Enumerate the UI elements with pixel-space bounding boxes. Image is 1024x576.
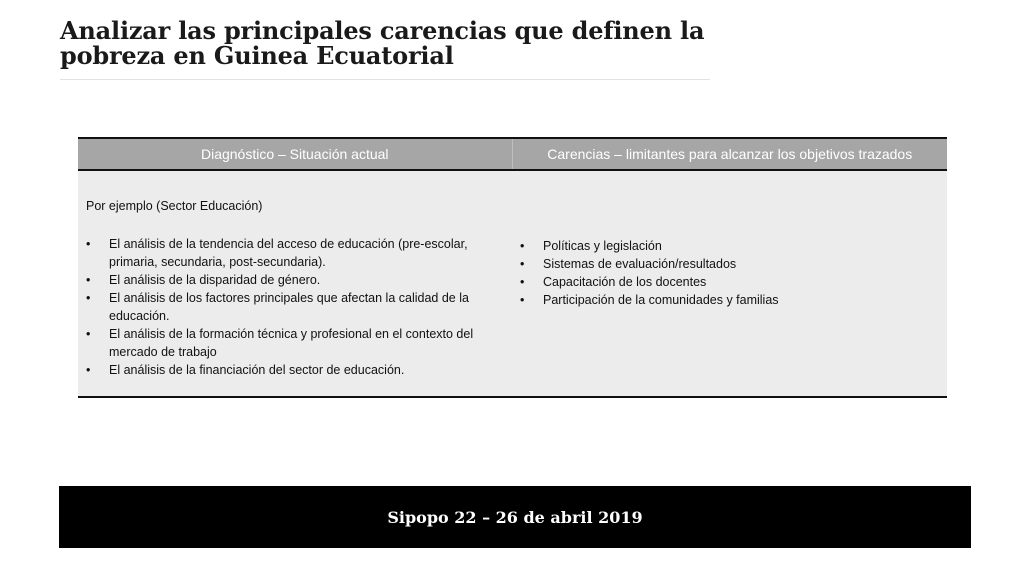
list-item <box>520 255 935 273</box>
analysis-table <box>78 137 947 398</box>
bullet-icon: • <box>520 239 525 253</box>
list-item-text: El análisis de la formación técnica y profesional en el contexto del mercado de trabajo <box>109 327 474 359</box>
bullet-icon: • <box>86 273 91 287</box>
list-item <box>520 291 935 309</box>
list-item-text: Sistemas de evaluación/resultados <box>543 257 737 271</box>
list-item-text: Capacitación de los docentes <box>543 275 707 289</box>
list-item <box>86 271 500 289</box>
bullet-icon: • <box>86 291 91 305</box>
list-item <box>86 289 500 325</box>
bullet-icon: • <box>86 327 91 341</box>
bullet-icon: • <box>520 293 525 307</box>
table-body-row <box>78 171 947 396</box>
list-item-text: El análisis de la tendencia del acceso de educación (pre-escolar, primaria, secundaria, post-secundaria). <box>109 237 468 269</box>
diagnostico-list <box>86 235 500 379</box>
bullet-icon: • <box>86 363 91 377</box>
list-item <box>520 273 935 291</box>
cell-diagnostico <box>78 171 512 396</box>
bullet-icon: • <box>520 257 525 271</box>
slide-title: Analizar las principales carencias que definen la pobreza en Guinea Ecuatorial <box>60 16 705 70</box>
list-item <box>520 237 935 255</box>
list-item-text: El análisis de la financiación del sector de educación. <box>109 363 405 377</box>
example-label: Por ejemplo (Sector Educación) <box>86 199 263 213</box>
list-item-text: Participación de la comunidades y familias <box>543 293 779 307</box>
carencias-list <box>520 237 935 309</box>
table-header-row <box>78 139 947 171</box>
header-carencias: Carencias – limitantes para alcanzar los objetivos trazados <box>512 139 948 169</box>
list-item-text: Políticas y legislación <box>543 239 662 253</box>
bullet-icon: • <box>86 237 91 251</box>
footer-bar <box>59 486 971 548</box>
header-diagnostico: Diagnóstico – Situación actual <box>200 146 389 162</box>
list-item <box>86 325 500 361</box>
cell-carencias <box>512 171 947 396</box>
title-divider <box>60 79 710 80</box>
bullet-icon: • <box>520 275 525 289</box>
list-item-text: El análisis de los factores principales que afectan la calidad de la educación. <box>109 291 469 323</box>
footer-text: Sipopo 22 – 26 de abril 2019 <box>387 507 643 527</box>
list-item-text: El análisis de la disparidad de género. <box>109 273 321 287</box>
list-item <box>86 235 500 271</box>
list-item <box>86 361 500 379</box>
